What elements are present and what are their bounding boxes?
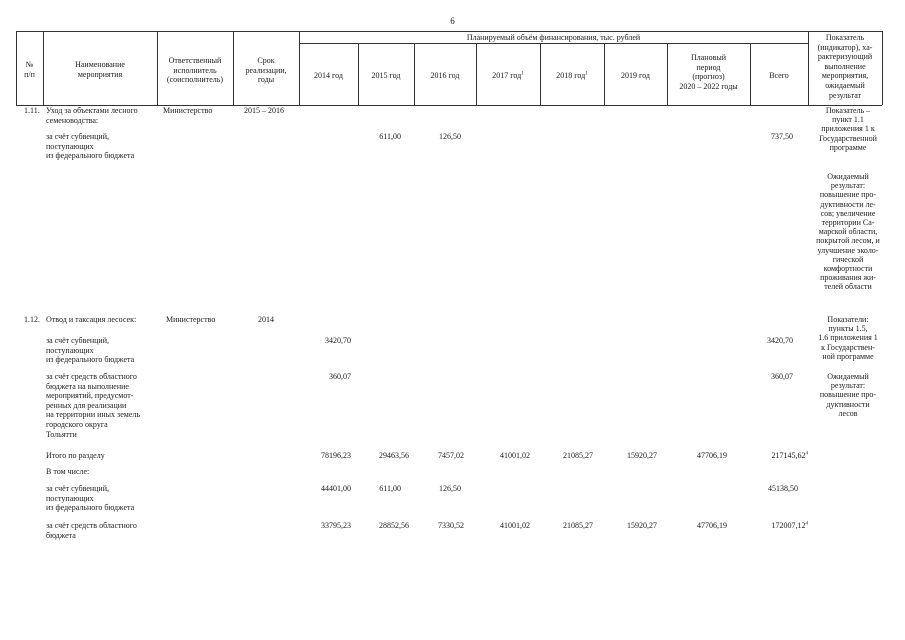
footnote-mark: 4 — [805, 451, 808, 457]
row-1-11-subvention-label: за счёт субвенций, поступающих из федерального бюджета — [46, 132, 135, 161]
summary-regional-2017: 41001,02 — [500, 521, 530, 530]
header-2015: 2015 год — [371, 71, 401, 80]
header-2018-label: 2018 год — [556, 71, 586, 80]
footnote-mark: 4 — [805, 521, 808, 527]
header-2018 — [540, 71, 604, 81]
header-2017-label: 2017 год — [492, 71, 522, 80]
header-term: Срок реализации, годы — [245, 56, 287, 85]
summary-label: Итого по разделу — [46, 451, 105, 460]
summary-planned: 47706,19 — [697, 451, 727, 460]
summary-2015: 29463,56 — [379, 451, 409, 460]
page-number: 6 — [450, 16, 455, 26]
row-1-12-regional-label: за счёт средств областного бюджета на выполнение мероприятий, предусмот- ренных для реализации на территории иных земель городского округа Тольятти — [46, 372, 141, 439]
summary-2019: 15920,27 — [627, 451, 657, 460]
row-1-11-expected-result: Ожидаемый результат: повышение про- дуктивности ле- сов; увеличение территории Са- марской области, покрытой лесом, и улучшение эколо- гической комфортности проживания жи- телей области — [816, 172, 880, 292]
row-1-11-num: 1.11. — [24, 106, 40, 115]
summary-regional-2016: 7330,52 — [438, 521, 464, 530]
summary-total — [772, 451, 809, 460]
row-1-11-total: 737,50 — [771, 132, 793, 141]
summary-federal-total: 45138,50 — [768, 484, 798, 493]
summary-2014: 78196,23 — [321, 451, 351, 460]
summary-regional-2014: 33795,23 — [321, 521, 351, 530]
footnote-mark: 1 — [521, 71, 524, 77]
row-1-12-term: 2014 — [258, 315, 274, 324]
summary-2017: 41001,02 — [500, 451, 530, 460]
summary-federal-2014: 44401,00 — [321, 484, 351, 493]
row-1-12-regional-2014: 360,07 — [329, 372, 351, 381]
row-1-12-subvention-label: за счёт субвенций, поступающих из федерального бюджета — [46, 336, 135, 365]
summary-2016: 7457,02 — [438, 451, 464, 460]
summary-including-label: В том числе: — [46, 467, 90, 476]
summary-federal-2015: 611,00 — [379, 484, 401, 493]
row-1-12-responsible: Министерство — [166, 315, 216, 324]
row-1-11-title: Уход за объектами лесного семеноводства: — [46, 106, 138, 125]
header-indicator: Показатель (индикатор), ха- рактеризующий выполнение мероприятия, ожидаемый результат — [817, 33, 873, 100]
summary-federal-2016: 126,50 — [439, 484, 461, 493]
row-1-12-subvention-total: 3420,70 — [767, 336, 793, 345]
header-total: Всего — [769, 71, 789, 80]
header-2017 — [476, 71, 540, 81]
summary-regional-label: за счёт средств областного бюджета — [46, 521, 137, 540]
header-planned: Плановый период (прогноз) 2020 – 2022 годы — [679, 53, 738, 91]
summary-federal-label: за счёт субвенций, поступающих из федерального бюджета — [46, 484, 135, 513]
header-2016: 2016 год — [430, 71, 460, 80]
row-1-11-2016: 126,50 — [439, 132, 461, 141]
summary-regional-planned: 47706,19 — [697, 521, 727, 530]
row-1-12-regional-total: 360,07 — [771, 372, 793, 381]
row-1-12-indicator: Показатели: пункты 1.5, 1.6 приложения 1 к Государствен- ной программе — [818, 315, 878, 361]
summary-2018: 21085,27 — [563, 451, 593, 460]
row-1-11-term: 2015 – 2016 — [244, 106, 284, 115]
row-1-12-num: 1.12. — [24, 315, 40, 324]
row-1-12-subvention-2014: 3420,70 — [325, 336, 351, 345]
row-1-12-title: Отвод и таксация лесосек: — [46, 315, 137, 324]
header-financing: Планируемый объём финансирования, тыс. рублей — [466, 33, 641, 42]
summary-regional-total-value: 172007,12 — [771, 521, 806, 530]
summary-regional-total — [772, 521, 809, 530]
header-num: № п/п — [24, 60, 35, 79]
summary-total-value: 217145,62 — [771, 451, 806, 460]
summary-regional-2018: 21085,27 — [563, 521, 593, 530]
row-1-11-indicator: Показатель – пункт 1.1 приложения 1 к Государственной программе — [819, 106, 877, 152]
row-1-12-expected-result: Ожидаемый результат: повышение про- дуктивности лесов — [819, 372, 877, 418]
header-name: Наименование мероприятия — [75, 60, 125, 79]
summary-regional-2015: 28852,56 — [379, 521, 409, 530]
header-2019: 2019 год — [621, 71, 650, 80]
header-responsible: Ответственный исполнитель (соисполнитель) — [166, 56, 224, 85]
header-2014: 2014 год — [314, 71, 343, 80]
row-1-11-responsible: Министерство — [163, 106, 213, 115]
row-1-11-2015: 611,00 — [379, 132, 401, 141]
footnote-mark: 1 — [585, 71, 588, 77]
summary-regional-2019: 15920,27 — [627, 521, 657, 530]
